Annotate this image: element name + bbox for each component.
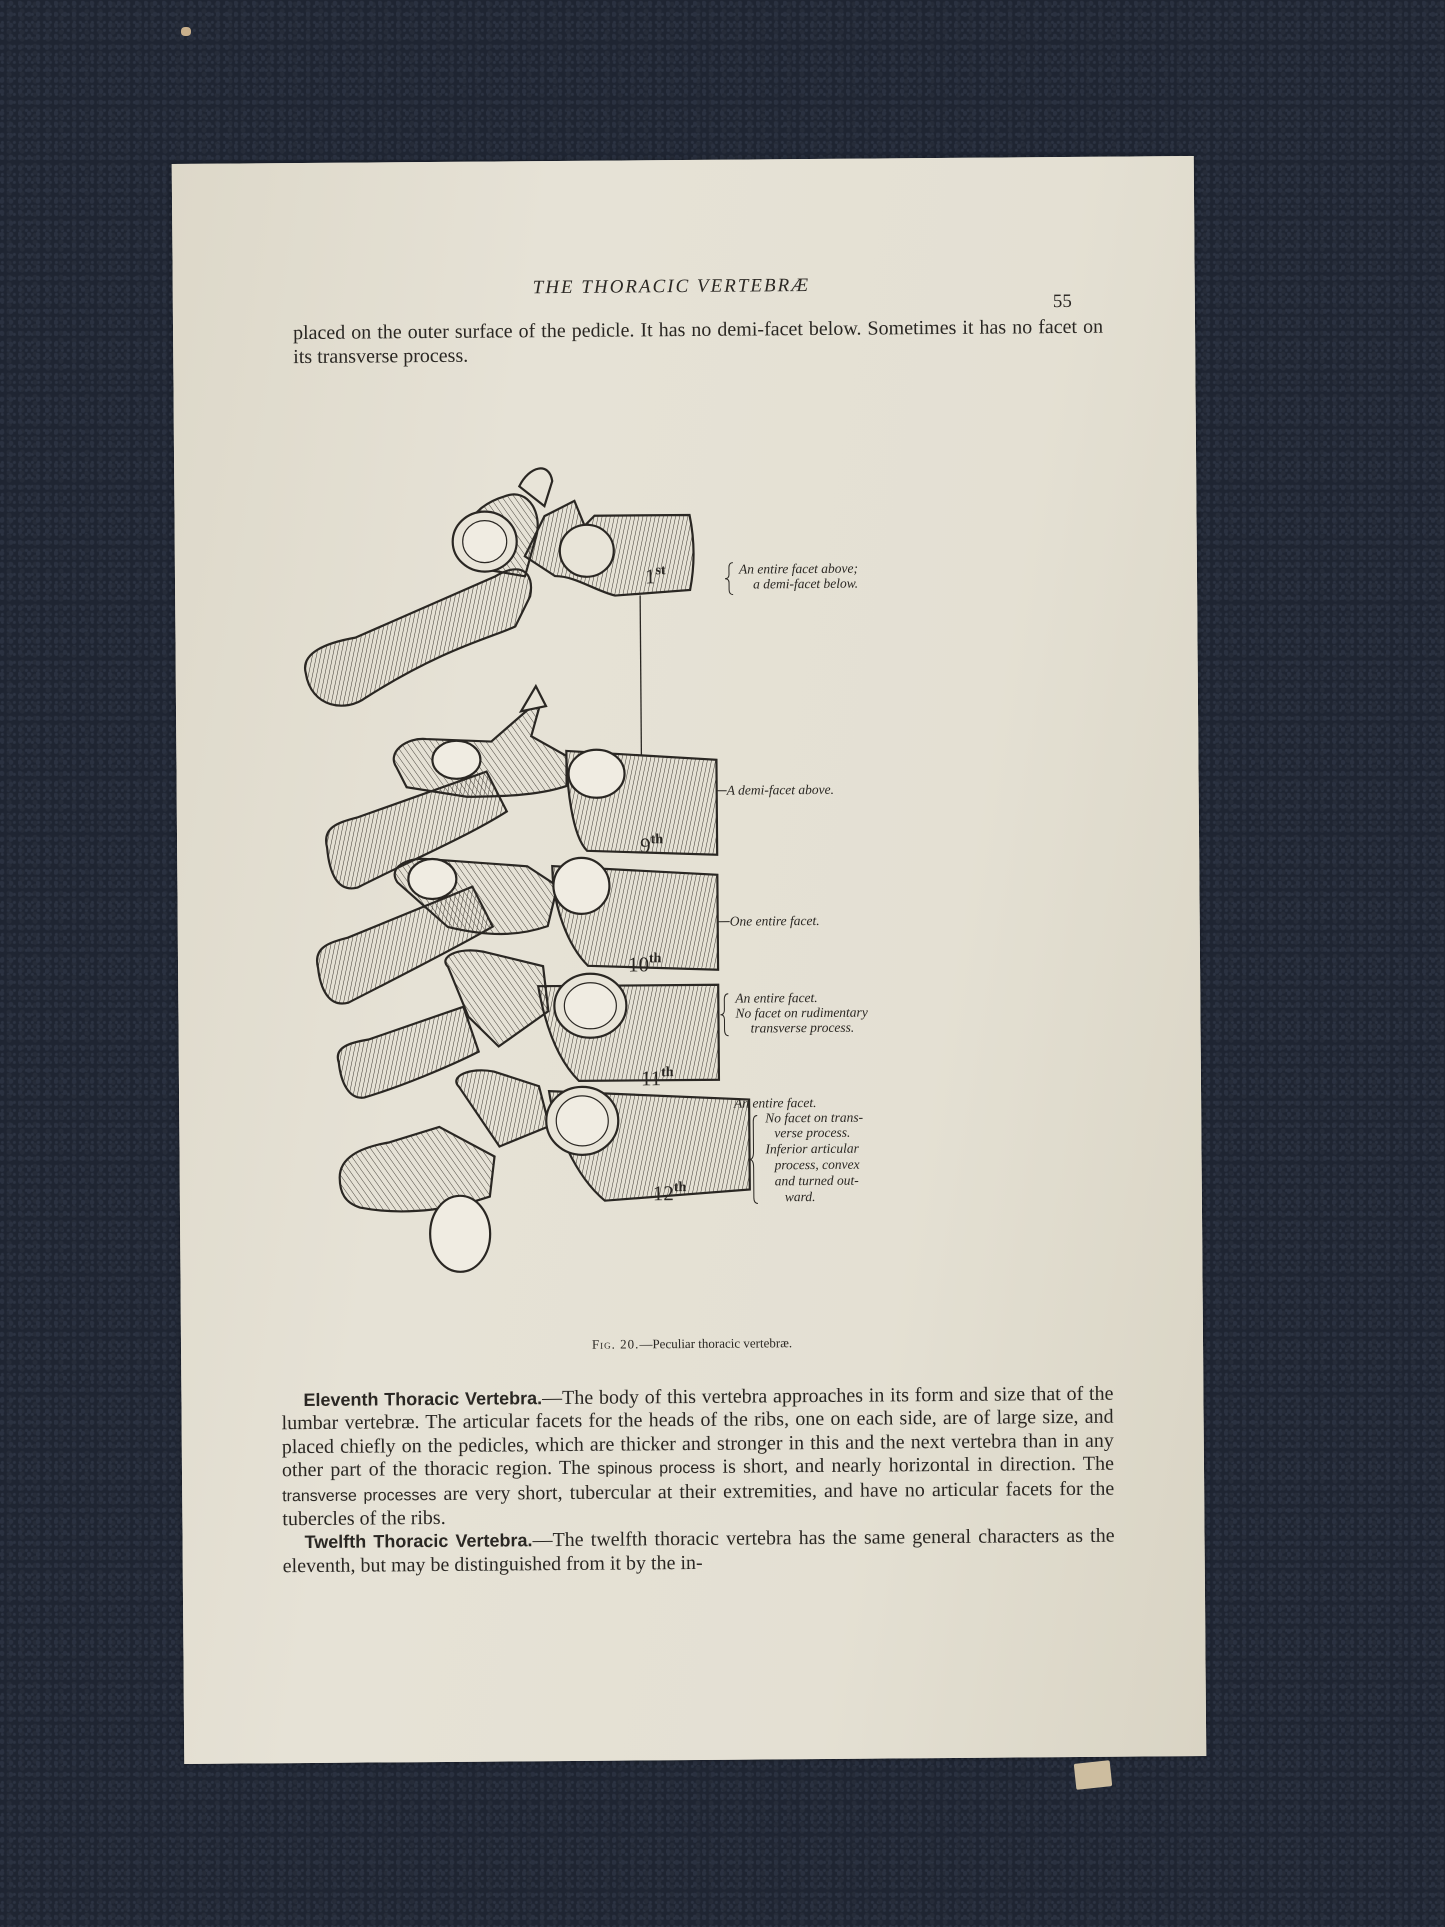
annotation-ninth: A demi-facet above. [726, 781, 835, 798]
top-paragraph: placed on the outer surface of the pedicle. It has no demi-facet below. Sometimes it has no facet on its transverse process. [292, 315, 1104, 369]
label-eleventh: 11th [640, 1065, 674, 1091]
book-page [172, 156, 1207, 1764]
first-vertebra-drawing [304, 467, 695, 706]
paragraph-eleventh-a: —The body of this vertebra approaches in its form and size that of the lumbar vertebræ. The articular facets for the heads of the ribs, one on each side, are of large size, and placed chiefly on the pedicles, which are thicker and stronger in this and the next vertebra than in any other part of the thoracic region. The [281, 1382, 1114, 1482]
connector-line [640, 595, 641, 755]
annotation-first-2: a demi-facet below. [752, 575, 859, 592]
paragraph-twelfth-a: —The twelfth thoracic vertebra has the same general characters as the eleventh, but may be distinguished from it by the in- [282, 1525, 1115, 1578]
paragraph-eleventh-c: are very short, tubercular at their extremities, and have no articular facets for the tubercles of the ribs. [282, 1477, 1115, 1531]
paper-speck [181, 27, 191, 36]
keyword-spinous-process: spinous process [597, 1460, 716, 1478]
annotation-twelfth-1: An entire facet. [734, 1095, 817, 1111]
heading-eleventh: Eleventh Thoracic Vertebra. [303, 1388, 543, 1411]
annotation-eleventh-1: An entire facet. [735, 989, 818, 1006]
page-number: 55 [1052, 290, 1072, 313]
body-text [281, 1383, 1114, 1579]
annotation-twelfth-2: No facet on trans- [765, 1109, 864, 1126]
label-ninth: 9th [640, 832, 664, 858]
paragraph-twelfth [282, 1525, 1114, 1578]
label-first: 1st [644, 563, 666, 589]
running-head: THE THORACIC VERTEBRÆ [532, 275, 811, 299]
label-twelfth: 12th [652, 1180, 687, 1206]
annotation-eleventh-3: transverse process. [750, 1019, 855, 1036]
paragraph-eleventh-b: is short, and nearly horizontal in direction. The [715, 1452, 1115, 1479]
annotation-tenth: One entire facet. [729, 912, 820, 929]
heading-twelfth: Twelfth Thoracic Vertebra. [304, 1530, 533, 1553]
annotation-twelfth-3: verse process. [774, 1124, 851, 1141]
label-tenth: 10th [627, 951, 662, 977]
annotation-eleventh-2: No facet on rudimentary [735, 1004, 868, 1021]
page-torn-corner [1074, 1760, 1113, 1790]
paragraph-eleventh [281, 1383, 1114, 1532]
annotation-twelfth-7: ward. [784, 1189, 816, 1205]
twelfth-vertebra-drawing [339, 1068, 751, 1273]
annotation-first-1: An entire facet above; [738, 560, 859, 577]
keyword-transverse-processes: transverse processes [282, 1486, 437, 1505]
caption-fig-number: Fig. 20. [591, 1336, 640, 1352]
vertebrae-illustration [293, 362, 1101, 1368]
caption-text: —Peculiar thoracic vertebræ. [639, 1335, 793, 1352]
ninth-vertebra-drawing [325, 685, 718, 889]
annotation-twelfth-4: Inferior articular [765, 1140, 859, 1157]
annotation-twelfth-6: and turned out- [774, 1172, 859, 1189]
annotation-twelfth-5: process, convex [774, 1156, 860, 1173]
